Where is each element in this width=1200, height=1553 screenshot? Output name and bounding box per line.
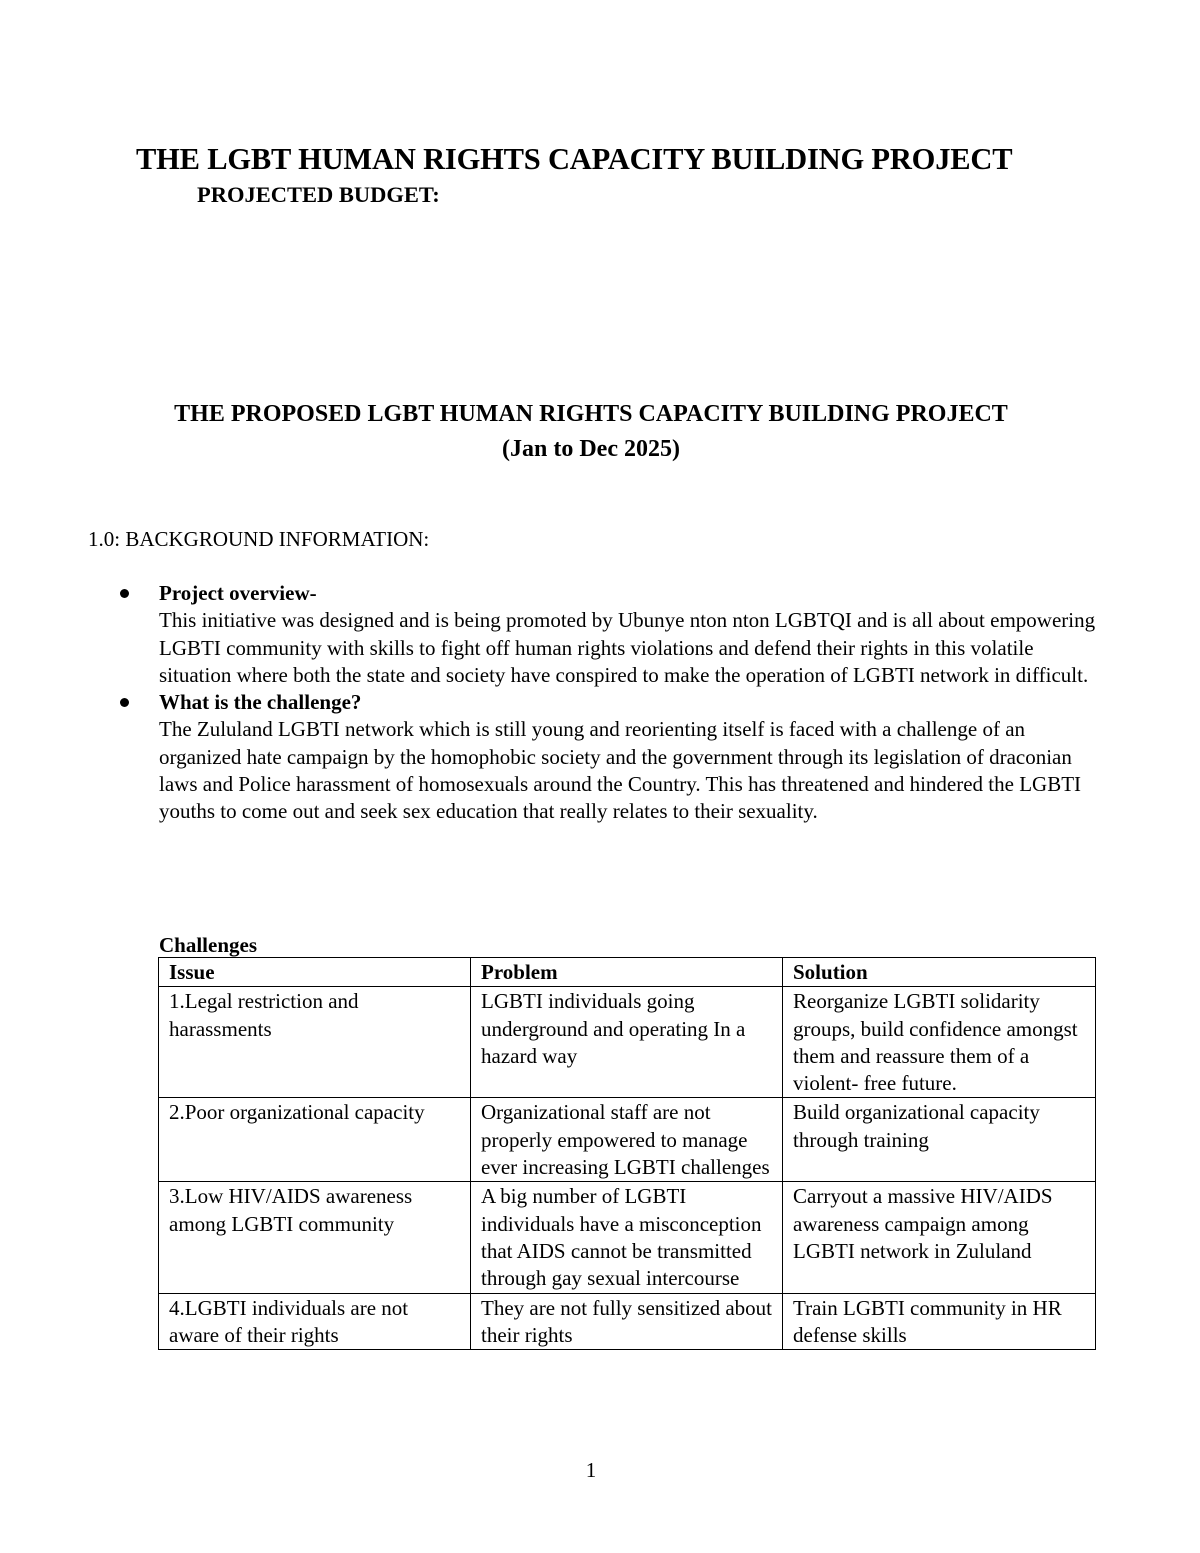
cell-issue: 3.Low HIV/AIDS awareness among LGBTI community <box>159 1182 471 1293</box>
bullet-dot-icon <box>120 589 129 598</box>
cell-problem: They are not fully sensitized about their rights <box>471 1293 783 1350</box>
cell-issue: 2.Poor organizational capacity <box>159 1098 471 1182</box>
table-row <box>159 1098 1096 1182</box>
bullet-project-overview <box>159 580 1099 689</box>
cell-problem: A big number of LGBTI individuals have a misconception that AIDS cannot be transmitted through gay sexual intercourse <box>471 1182 783 1293</box>
bullet-heading: Project overview- <box>159 581 317 605</box>
cell-solution: Train LGBTI community in HR defense skills <box>783 1293 1096 1350</box>
cell-problem: Organizational staff are not properly empowered to manage ever increasing LGBTI challenges <box>471 1098 783 1182</box>
bullet-heading: What is the challenge? <box>159 690 362 715</box>
column-header-issue: Issue <box>159 958 471 987</box>
column-header-problem: Problem <box>471 958 783 987</box>
section-heading-background: 1.0: BACKGROUND INFORMATION: <box>88 527 430 551</box>
challenges-table <box>158 957 1096 1350</box>
cell-solution: Reorganize LGBTI solidarity groups, build confidence amongst them and reassure them of a violent- free future. <box>783 987 1096 1098</box>
cell-issue: 4.LGBTI individuals are not aware of their rights <box>159 1293 471 1350</box>
table-row <box>159 987 1096 1098</box>
cell-problem: LGBTI individuals going underground and operating In a hazard way <box>471 987 783 1098</box>
document-subtitle: PROJECTED BUDGET: <box>197 182 440 207</box>
bullet-text: The Zululand LGBTI network which is still young and reorienting itself is faced with a challenge of an organized hate campaign by the homophobic society and the government through its legislation of draconian laws and Police harassment of homosexuals around the Country. This has threatened and hindered the LGBTI youths to come out and seek sex education that really relates to their sexuality. <box>159 717 1082 824</box>
cell-issue: 1.Legal restriction and harassments <box>159 987 471 1098</box>
page-number: 1 <box>585 1458 597 1482</box>
cell-solution: Build organizational capacity through training <box>783 1098 1096 1182</box>
proposed-project-title: THE PROPOSED LGBT HUMAN RIGHTS CAPACITY BUILDING PROJECT <box>174 401 1008 427</box>
proposed-project-period: (Jan to Dec 2025) <box>502 436 680 462</box>
table-row <box>159 1293 1096 1350</box>
table-caption: Challenges <box>159 933 258 957</box>
cell-solution: Carryout a massive HIV/AIDS awareness campaign among LGBTI network in Zululand <box>783 1182 1096 1293</box>
bullet-dot-icon <box>120 698 129 707</box>
column-header-solution: Solution <box>783 958 1096 987</box>
document-title: THE LGBT HUMAN RIGHTS CAPACITY BUILDING PROJECT <box>136 142 1013 176</box>
bullet-challenge <box>159 689 1099 825</box>
table-header-row <box>159 958 1096 987</box>
background-bullet-list <box>159 580 1099 826</box>
bullet-text: This initiative was designed and is being promoted by Ubunye nton nton LGBTQI and is all about empowering LGBTI community with skills to fight off human rights violations and defend their rights in this volatile situation where both the state and society have conspired to make the operation of LGBTI network in difficult. <box>159 608 1096 687</box>
table-row <box>159 1182 1096 1293</box>
